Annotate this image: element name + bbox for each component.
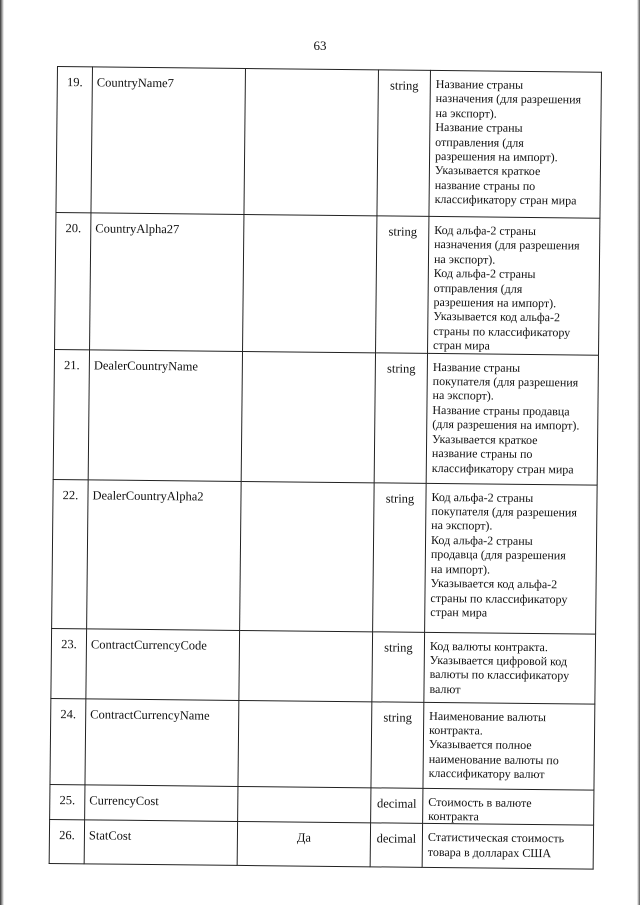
description-line: Код альфа-2 страны: [434, 222, 537, 239]
description-line: название страны по: [431, 446, 533, 462]
description-line: Указывается код альфа-2: [433, 309, 561, 325]
table-row: [49, 820, 593, 870]
required-flag: [240, 481, 375, 631]
description-line: назначения (для разрешения: [435, 91, 582, 107]
field-description: [425, 483, 598, 634]
description-line: покупателя (для разрешения: [432, 374, 579, 390]
field-description: [426, 353, 598, 485]
field-name: StatCost: [84, 820, 237, 866]
data-type: string: [377, 70, 431, 217]
table-row: [52, 479, 598, 634]
description-line: Название страны: [435, 76, 524, 92]
row-number: 20.: [55, 212, 91, 349]
field-description: [423, 702, 595, 790]
table-row: [53, 349, 598, 485]
description-line: покупателя (для разрешения: [431, 504, 577, 520]
table-row: [55, 212, 600, 354]
description-line: стран мира: [433, 338, 490, 353]
description-line: контракта: [428, 808, 479, 824]
description-line: отправления (для: [435, 134, 524, 150]
required-flag: [244, 68, 379, 215]
row-number: 26.: [49, 820, 84, 864]
description-line: Статистическая стоимость: [427, 830, 565, 846]
description-line: классификатору валют: [428, 766, 545, 782]
data-type: string: [371, 701, 424, 788]
field-description: [428, 216, 600, 354]
description-line: разрешения на импорт).: [433, 294, 557, 311]
table-row: [51, 628, 596, 704]
description-line: на экспорт).: [433, 251, 496, 267]
data-type: decimal: [370, 823, 422, 868]
field-description: [422, 824, 593, 870]
row-number: 22.: [52, 479, 89, 628]
field-name: DealerCountryAlpha2: [87, 480, 242, 631]
description-line: Стоимость в валюте: [428, 794, 532, 810]
description-line: Указывается цифровой код: [429, 652, 568, 669]
description-line: Указывается краткое: [434, 163, 541, 179]
description-line: отправления (для: [433, 280, 523, 296]
table-row: [50, 698, 595, 790]
field-name: CountryAlpha27: [90, 213, 244, 351]
row-number: 19.: [56, 67, 93, 213]
description-line: Указывается краткое: [432, 431, 538, 447]
description-line: наименование валюты по: [428, 751, 559, 768]
data-type: string: [376, 216, 429, 353]
description-line: название страны по: [434, 177, 536, 193]
description-line: Код альфа-2 страны: [430, 532, 533, 548]
description-line: Название страны: [432, 359, 521, 375]
data-type: string: [374, 353, 427, 484]
description-line: страны по классификатору: [430, 590, 568, 606]
required-flag: [239, 630, 373, 701]
row-number: 23.: [51, 628, 87, 698]
description-line: на экспорт).: [431, 518, 493, 534]
row-number: 25.: [50, 784, 85, 820]
description-line: на экспорт).: [432, 388, 494, 404]
row-number: 24.: [50, 698, 86, 784]
field-description: [424, 632, 596, 704]
field-name: ContractCurrencyName: [85, 698, 239, 786]
scan-edge-left: [0, 0, 4, 905]
required-flag: [238, 700, 372, 787]
field-spec-table: [49, 66, 602, 870]
description-line: Название страны: [435, 120, 523, 136]
table-row: [56, 67, 601, 219]
field-name: DealerCountryName: [88, 350, 242, 482]
description-line: на экспорт).: [435, 105, 497, 121]
required-flag: Да: [237, 822, 370, 867]
field-name: CurrencyCost: [85, 784, 238, 821]
data-type: decimal: [371, 787, 423, 823]
table-row: [50, 784, 594, 826]
description-line: Наименование валюты: [429, 708, 547, 724]
required-flag: [243, 214, 377, 352]
row-number: 21.: [53, 349, 89, 479]
description-line: Название страны продавца: [432, 402, 570, 419]
description-line: стран мира: [430, 604, 488, 620]
description-line: продавца (для разрешения: [430, 547, 566, 563]
field-name: ContractCurrencyCode: [86, 628, 240, 700]
required-flag: [238, 786, 371, 823]
data-type: string: [372, 631, 425, 702]
description-line: на импорт).: [430, 561, 491, 577]
description-line: валюты по классификатору: [429, 667, 570, 683]
description-line: Код валюты контракта.: [429, 638, 548, 654]
field-name: CountryName7: [91, 67, 246, 215]
description-line: контракта.: [428, 722, 483, 738]
required-flag: [241, 351, 375, 482]
field-description: [429, 70, 602, 218]
description-line: классификатору стран мира: [434, 192, 577, 208]
description-line: назначения (для разрешения: [434, 237, 580, 253]
description-line: валют: [429, 681, 461, 697]
description-line: классификатору стран мира: [431, 460, 574, 476]
description-line: товара в долларах США: [427, 844, 552, 861]
description-line: Указывается код альфа-2: [430, 576, 558, 592]
field-description: [423, 788, 594, 826]
description-line: (для разрешения на импорт).: [432, 417, 580, 433]
page-number: 63: [313, 38, 327, 53]
description-line: страны по классификатору: [433, 323, 571, 340]
description-line: разрешения на импорт).: [435, 148, 558, 165]
description-line: Код альфа-2 страны: [433, 266, 536, 282]
description-line: Код альфа-2 страны: [431, 489, 534, 505]
data-type: string: [373, 483, 427, 633]
description-line: Указывается полное: [428, 737, 532, 753]
